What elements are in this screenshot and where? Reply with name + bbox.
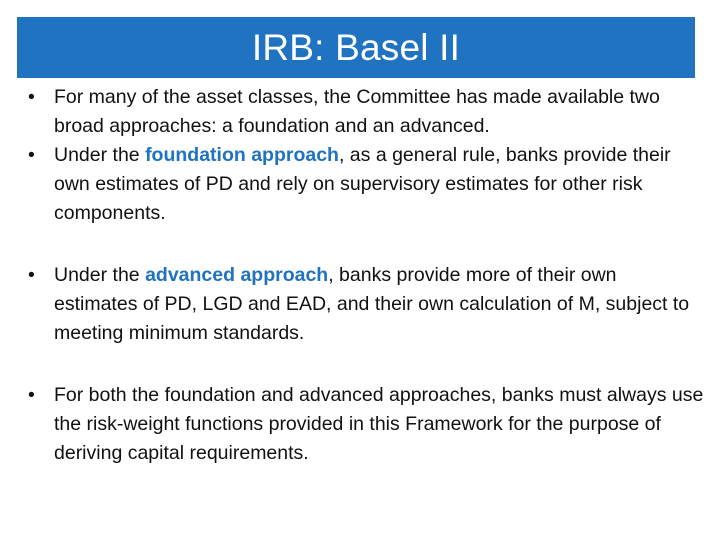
bullet-text: , as a general rule, banks provide their own estimates of PD and rely on supervisory estimates for other risk components. (54, 144, 671, 224)
bullet-list (25, 83, 705, 468)
bullet-item-3 (25, 261, 705, 348)
bullet-item-4 (25, 381, 705, 468)
title-bar (17, 17, 695, 78)
slide-title: IRB: Basel II (251, 26, 461, 68)
bullet-marker: • (28, 384, 35, 406)
bullet-marker: • (28, 144, 35, 166)
highlighted-term: advanced approach (145, 264, 329, 286)
bullet-item-1 (25, 83, 705, 141)
bullet-text: , banks provide more of their own estimates of PD, LGD and EAD, and their own calculation of M, subject to meeting minimum standards. (54, 264, 690, 344)
bullet-text: For both the foundation and advanced approaches, banks must always use the risk-weight functions provided in this Framework for the purpose of deriving capital requirements. (54, 384, 704, 464)
bullet-marker: • (28, 264, 35, 286)
bullet-text: For many of the asset classes, the Committee has made available two broad approaches: a foundation and an advanced. (54, 86, 660, 137)
highlighted-term: foundation approach (145, 144, 339, 166)
bullet-text: Under the (54, 144, 146, 166)
bullet-marker: • (28, 86, 35, 108)
bullet-text: Under the (54, 264, 146, 286)
bullet-item-2 (25, 141, 705, 228)
